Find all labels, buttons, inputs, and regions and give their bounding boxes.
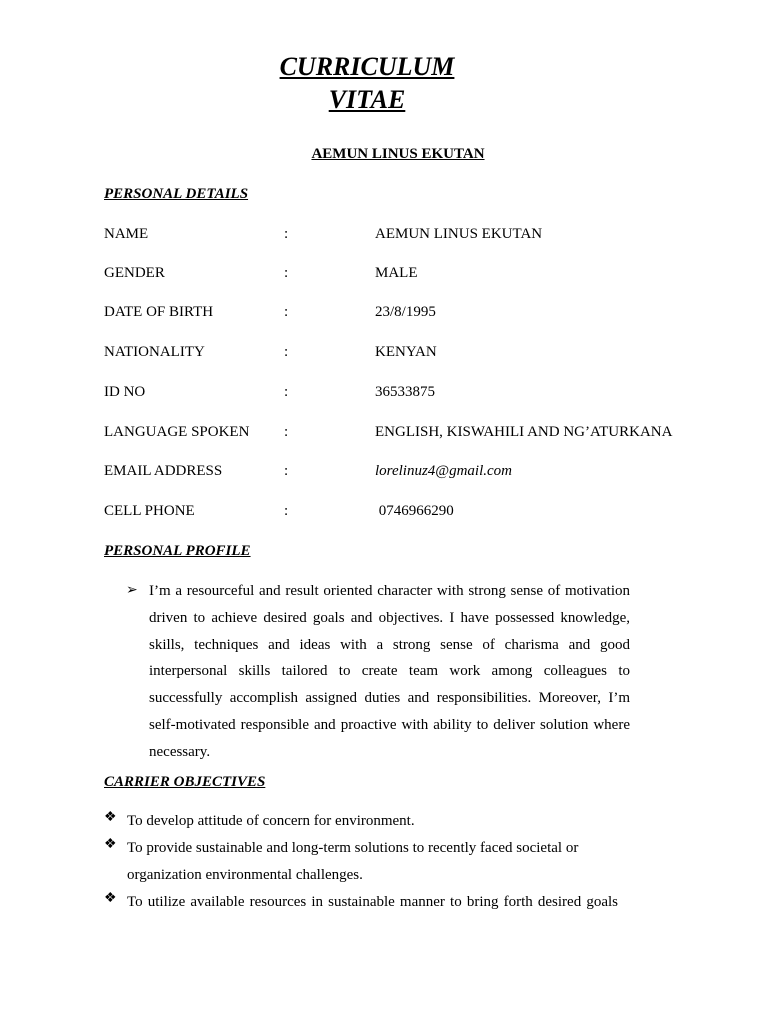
detail-value: 23/8/1995 (375, 304, 436, 320)
detail-row-email-address (0, 463, 768, 483)
detail-value: MALE (375, 265, 418, 281)
detail-label: NATIONALITY (104, 344, 205, 360)
document-title (267, 50, 467, 116)
detail-value: 36533875 (375, 384, 435, 400)
diamond-bullet-icon: ❖ (104, 810, 117, 825)
candidate-name-heading: AEMUN LINUS EKUTAN (311, 146, 485, 162)
detail-separator: : (284, 344, 289, 360)
detail-label: DATE OF BIRTH (104, 304, 214, 320)
detail-row-language-spoken (0, 424, 768, 444)
personal-profile-paragraph: I’m a resourceful and result oriented character with strong sense of motivation driven to achieve desired goals and objectives. I have possessed knowledge, skills, techniques and ideas with a strong sense of charisma and good interpersonal skills tailored to create team work among colleagues to successfully accomplish assigned duties and responsibilities. Moreover, I’m self-motivated responsible and proactive with ability to deliver solution where necessary. (149, 583, 630, 760)
personal-profile-heading: PERSONAL PROFILE (104, 543, 251, 559)
objective-text: To develop attitude of concern for environment. (127, 813, 415, 829)
detail-row-date-of-birth (0, 304, 768, 324)
detail-label: GENDER (104, 265, 165, 281)
detail-row-name (0, 226, 768, 246)
detail-label: LANGUAGE SPOKEN (104, 424, 250, 440)
title-line-1: CURRICULUM (279, 52, 455, 81)
detail-label: CELL PHONE (104, 503, 195, 519)
detail-separator: : (284, 463, 289, 479)
diamond-bullet-icon: ❖ (104, 837, 117, 852)
detail-label: NAME (104, 226, 149, 242)
detail-separator: : (284, 265, 289, 281)
detail-value: ENGLISH, KISWAHILI AND NG’ATURKANA (375, 424, 673, 440)
detail-row-id-no (0, 384, 768, 404)
objective-text: To provide sustainable and long-term solutions to recently faced societal or organization environmental challenges. (127, 840, 579, 883)
carrier-objectives-heading: CARRIER OBJECTIVES (104, 774, 266, 790)
detail-row-gender (0, 265, 768, 285)
detail-value: KENYAN (375, 344, 437, 360)
detail-row-nationality (0, 344, 768, 364)
detail-value: AEMUN LINUS EKUTAN (375, 226, 543, 242)
detail-label: EMAIL ADDRESS (104, 463, 223, 479)
detail-separator: : (284, 304, 289, 320)
detail-separator: : (284, 503, 289, 519)
arrow-bullet-icon: ➢ (126, 583, 138, 598)
objective-text: To utilize available resources in sustainable manner to bring forth desired goals (127, 894, 618, 910)
email-link[interactable]: lorelinuz4@gmail.com (375, 463, 512, 479)
detail-separator: : (284, 424, 289, 440)
detail-row-cell-phone (0, 503, 768, 523)
detail-separator: : (284, 384, 289, 400)
diamond-bullet-icon: ❖ (104, 891, 117, 906)
title-line-2: VITAE (328, 85, 406, 114)
detail-separator: : (284, 226, 289, 242)
detail-label: ID NO (104, 384, 146, 400)
detail-value: 0746966290 (375, 503, 454, 519)
personal-details-heading: PERSONAL DETAILS (104, 186, 249, 202)
